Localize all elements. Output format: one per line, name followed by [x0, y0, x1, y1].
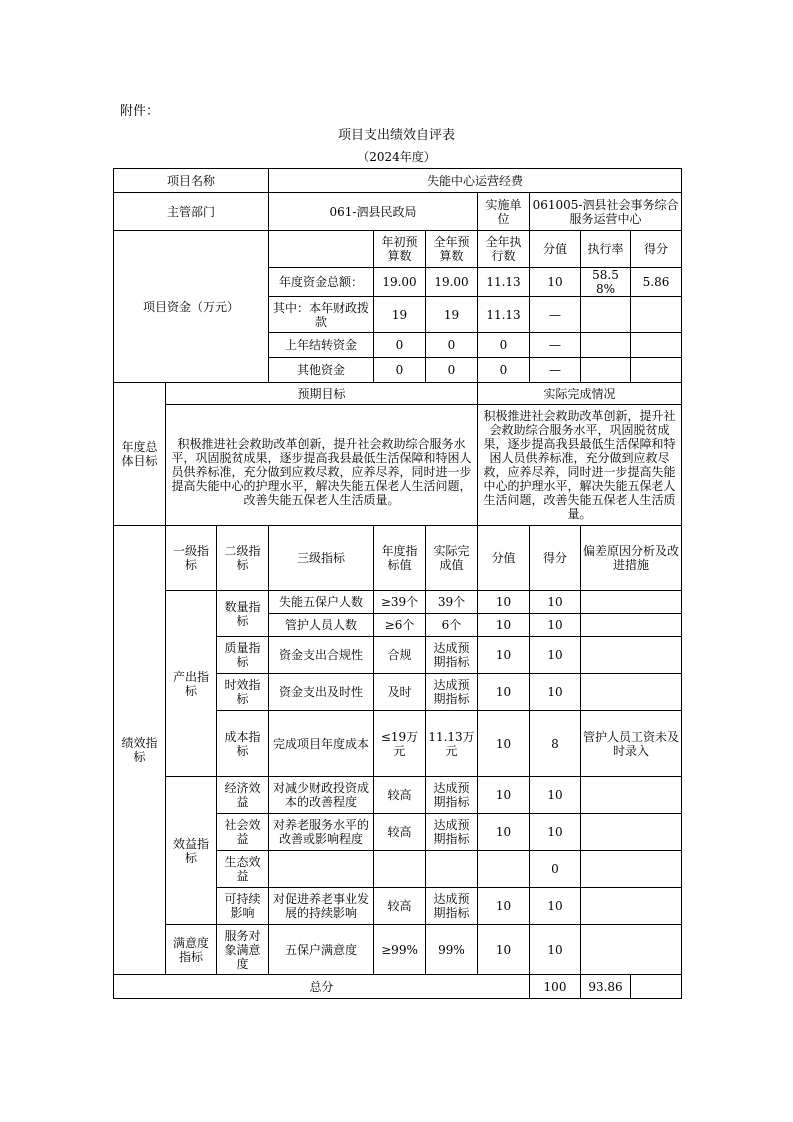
goals-actual-text: 积极推进社会救助改革创新，提升社会救助综合服务水平，巩固脱贫成果，逐步提高我县最低生活保障和特困人员供养标准，充分做到应救尽救，应养尽养，同时进一步提高失能中心的护理水平，解决失能五保老人生活问题，改善失能五保老人生活质量。: [478, 405, 682, 526]
perf-row-reason: [581, 925, 682, 975]
perf-row-actual: 39个: [426, 591, 478, 614]
perf-row-l3: 对养老服务水平的改善或影响程度: [269, 814, 374, 851]
perf-row-target: 较高: [374, 777, 426, 814]
dept-value: 061-泗县民政局: [269, 193, 478, 231]
document-title: 项目支出绩效自评表: [337, 128, 455, 143]
perf-row-target: ≥6个: [374, 614, 426, 637]
group-quality: 质量指标: [217, 637, 269, 674]
document-year: （2024年度）: [357, 150, 436, 164]
total-blank: [631, 975, 682, 999]
self-evaluation-table: [113, 168, 682, 999]
funds-row-got: [631, 297, 682, 333]
perf-col-reason: 偏差原因分析及改进措施: [581, 526, 682, 591]
funds-row-got: 5.86: [631, 268, 682, 297]
perf-row-reason: [581, 674, 682, 711]
funds-row-label: 其他资金: [269, 358, 374, 383]
group-benefit: 效益指标: [166, 777, 217, 925]
perf-row-got: 10: [530, 925, 581, 975]
funds-row-full: 19.00: [426, 268, 478, 297]
funds-row-label: 上年结转资金: [269, 333, 374, 358]
perf-row-score: [478, 851, 530, 888]
perf-row-reason: [581, 614, 682, 637]
funds-row-full: 0: [426, 333, 478, 358]
perf-col-score: 分值: [478, 526, 530, 591]
perf-row-l3: 对减少财政投资成本的改善程度: [269, 777, 374, 814]
perf-row-target: ≥99%: [374, 925, 426, 975]
funds-label: 项目资金（万元）: [114, 231, 269, 383]
funds-row-full: 19: [426, 297, 478, 333]
funds-row-exec: 11.13: [478, 268, 530, 297]
impl-unit-value: 061005-泗县社会事务综合服务运营中心: [530, 193, 682, 231]
perf-row-l3: 对促进养老事业发展的持续影响: [269, 888, 374, 925]
perf-row-l3: 五保户满意度: [269, 925, 374, 975]
perf-row-l3: 完成项目年度成本: [269, 711, 374, 777]
perf-row-got: 10: [530, 614, 581, 637]
perf-row-score: 10: [478, 814, 530, 851]
perf-row-l3: 资金支出及时性: [269, 674, 374, 711]
group-sustainable: 可持续影响: [217, 888, 269, 925]
perf-row-reason: [581, 851, 682, 888]
perf-row-target: 较高: [374, 888, 426, 925]
perf-row-target: 及时: [374, 674, 426, 711]
perf-row-score: 10: [478, 591, 530, 614]
perf-label: 绩效指标: [114, 526, 166, 975]
funds-header-blank: [269, 231, 374, 268]
funds-col-score: 分值: [530, 231, 581, 268]
perf-row-score: 10: [478, 777, 530, 814]
perf-row-got: 0: [530, 851, 581, 888]
perf-row-actual: 99%: [426, 925, 478, 975]
perf-row-l3: [269, 851, 374, 888]
perf-row-actual: 11.13万元: [426, 711, 478, 777]
perf-row-actual: 达成预期指标: [426, 888, 478, 925]
group-timeliness: 时效指标: [217, 674, 269, 711]
funds-row-rate: [581, 358, 631, 383]
group-economic: 经济效益: [217, 777, 269, 814]
perf-col-l3: 三级指标: [269, 526, 374, 591]
perf-col-actual: 实际完成值: [426, 526, 478, 591]
perf-col-got: 得分: [530, 526, 581, 591]
perf-row-got: 10: [530, 777, 581, 814]
perf-row-actual: 达成预期指标: [426, 674, 478, 711]
project-name-label: 项目名称: [114, 169, 269, 193]
total-got: 93.86: [581, 975, 631, 999]
perf-row-l3: 管护人员人数: [269, 614, 374, 637]
goals-expected-text: 积极推进社会救助改革创新，提升社会救助综合服务水平，巩固脱贫成果，逐步提高我县最低生活保障和特困人员供养标准，充分做到应救尽救，应养尽养，同时进一步提高失能中心的护理水平，解决失能五保老人生活问题，改善失能五保老人生活质量。: [166, 405, 478, 526]
perf-col-l1: 一级指标: [166, 526, 217, 591]
funds-row-score: 10: [530, 268, 581, 297]
perf-row-l3: 失能五保户人数: [269, 591, 374, 614]
funds-col-rate: 执行率: [581, 231, 631, 268]
perf-row-reason: [581, 777, 682, 814]
perf-row-score: 10: [478, 888, 530, 925]
perf-row-actual: 达成预期指标: [426, 777, 478, 814]
perf-col-l2: 二级指标: [217, 526, 269, 591]
funds-row-exec: 11.13: [478, 297, 530, 333]
perf-row-l3: 资金支出合规性: [269, 637, 374, 674]
funds-row-label: 年度资金总额：: [269, 268, 374, 297]
perf-row-target: ≥39个: [374, 591, 426, 614]
funds-row-score: —: [530, 358, 581, 383]
perf-row-got: 10: [530, 814, 581, 851]
funds-row-exec: 0: [478, 358, 530, 383]
perf-row-target: 较高: [374, 814, 426, 851]
perf-row-target: ≤19万元: [374, 711, 426, 777]
funds-row-initial: 0: [374, 333, 426, 358]
perf-row-score: 10: [478, 637, 530, 674]
perf-row-actual: 达成预期指标: [426, 814, 478, 851]
perf-row-reason: [581, 637, 682, 674]
perf-row-target: [374, 851, 426, 888]
impl-unit-label: 实施单位: [478, 193, 530, 231]
perf-row-actual: [426, 851, 478, 888]
perf-row-score: 10: [478, 711, 530, 777]
project-name-value: 失能中心运营经费: [269, 169, 682, 193]
perf-row-reason: 管护人员工资未及时录入: [581, 711, 682, 777]
funds-row-initial: 19.00: [374, 268, 426, 297]
group-output: 产出指标: [166, 591, 217, 777]
funds-row-full: 0: [426, 358, 478, 383]
perf-row-got: 10: [530, 888, 581, 925]
dept-label: 主管部门: [114, 193, 269, 231]
funds-row-score: —: [530, 333, 581, 358]
goals-actual-label: 实际完成情况: [478, 383, 682, 405]
perf-row-got: 10: [530, 637, 581, 674]
group-service: 服务对象满意度: [217, 925, 269, 975]
perf-col-target: 年度指标值: [374, 526, 426, 591]
funds-row-rate: [581, 333, 631, 358]
funds-row-rate: [581, 297, 631, 333]
funds-row-got: [631, 333, 682, 358]
funds-col-full: 全年预算数: [426, 231, 478, 268]
perf-row-got: 10: [530, 591, 581, 614]
annex-label: 附件：: [120, 104, 160, 119]
funds-row-got: [631, 358, 682, 383]
perf-row-target: 合规: [374, 637, 426, 674]
funds-col-got: 得分: [631, 231, 682, 268]
perf-row-got: 10: [530, 674, 581, 711]
perf-row-score: 10: [478, 614, 530, 637]
total-score: 100: [530, 975, 581, 999]
perf-row-reason: [581, 591, 682, 614]
funds-col-exec: 全年执行数: [478, 231, 530, 268]
group-social: 社会效益: [217, 814, 269, 851]
perf-row-actual: 6个: [426, 614, 478, 637]
perf-row-score: 10: [478, 925, 530, 975]
perf-row-actual: 达成预期指标: [426, 637, 478, 674]
funds-row-label: 其中：本年财政拨款: [269, 297, 374, 333]
perf-row-score: 10: [478, 674, 530, 711]
group-quantity: 数量指标: [217, 591, 269, 637]
group-cost: 成本指标: [217, 711, 269, 777]
perf-row-reason: [581, 814, 682, 851]
funds-col-initial: 年初预算数: [374, 231, 426, 268]
goals-expected-label: 预期目标: [166, 383, 478, 405]
group-satisfaction: 满意度指标: [166, 925, 217, 975]
group-ecological: 生态效益: [217, 851, 269, 888]
perf-row-got: 8: [530, 711, 581, 777]
funds-row-rate: 58.58%: [581, 268, 631, 297]
perf-row-reason: [581, 888, 682, 925]
funds-row-initial: 19: [374, 297, 426, 333]
goals-label: 年度总体目标: [114, 383, 166, 526]
funds-row-initial: 0: [374, 358, 426, 383]
funds-row-score: —: [530, 297, 581, 333]
funds-row-exec: 0: [478, 333, 530, 358]
total-label: 总分: [114, 975, 530, 999]
